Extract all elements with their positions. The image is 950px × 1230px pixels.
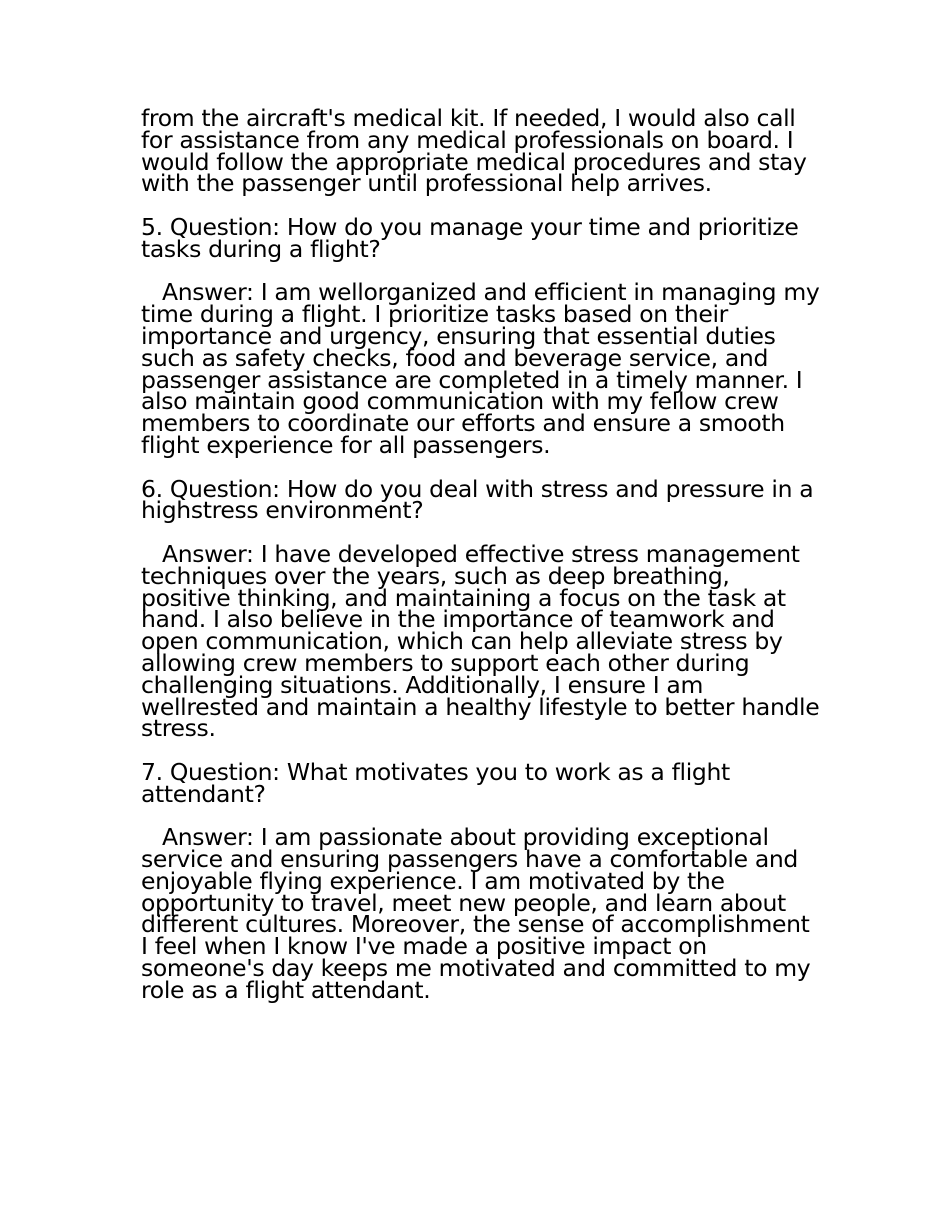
answer-5: Answer: I am wellorganized and efficient in managing my time during a flight. I prioritize tasks based on their importance and urgency, ensuring that essential duties such as safety checks, food and beverage service, and passenger assistance are completed in a timely manner. I also maintain good communication with my fellow crew members to coordinate our efforts and ensure a smooth flight experience for all passengers. — [141, 278, 827, 459]
answer-4-continuation: from the aircraft's medical kit. If needed, I would also call for assistance from any medical professionals on board. I would follow the appropriate medical procedures and stay with the passenger until professional help arrives. — [141, 104, 814, 198]
question-5: 5. Question: How do you manage your time and prioritize tasks during a flight? — [141, 212, 806, 263]
question-6: 6. Question: How do you deal with stress and pressure in a highstress environment? — [141, 474, 821, 525]
question-7: 7. Question: What motivates you to work as a flight attendant? — [141, 757, 737, 808]
document-body — [141, 104, 827, 1023]
answer-6: Answer: I have developed effective stress management techniques over the years, such as deep breathing, positive thinking, and maintaining a focus on the task at hand. I also believe in the importance of teamwork and open communication, which can help alleviate stress by allowing crew members to support each other during challenging situations. Additionally, I ensure I am wellrested and maintain a healthy lifestyle to better handle stress. — [141, 539, 827, 743]
answer-7: Answer: I am passionate about providing exceptional service and ensuring passengers have a comfortable and enjoyable flying experience. I am motivated by the opportunity to travel, meet new people, and learn about different cultures. Moreover, the sense of accomplishment I feel when I know I've made a positive impact on someone's day keeps me motivated and committed to my role as a flight attendant. — [141, 823, 818, 1004]
